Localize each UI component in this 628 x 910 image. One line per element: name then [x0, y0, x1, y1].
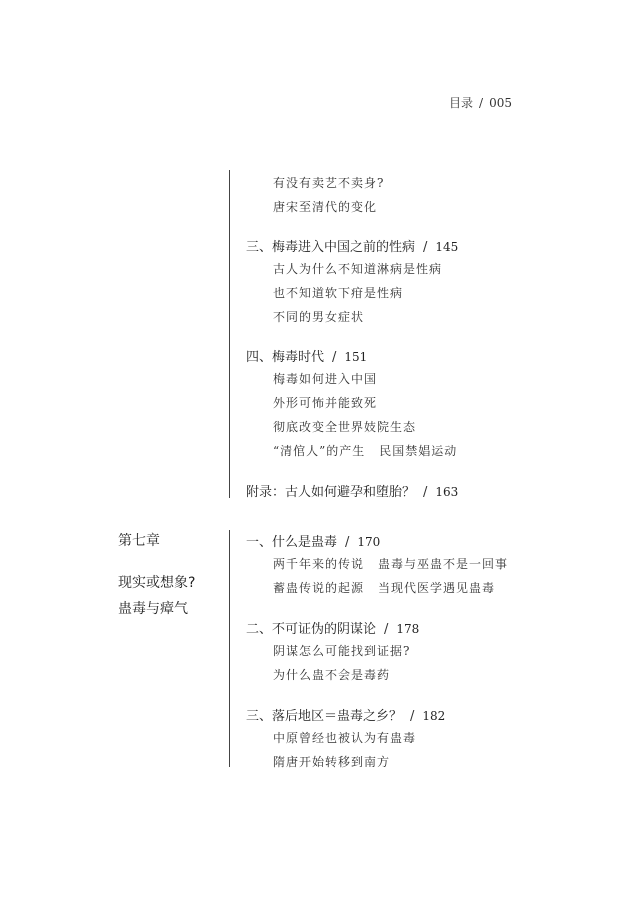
separator-slash: / [345, 535, 350, 550]
section-page: 145 [435, 240, 459, 254]
toc-subitem[interactable]: 彻底改变全世界妓院生态 [273, 420, 417, 434]
section-page: 182 [422, 709, 446, 723]
toc-subitem[interactable]: 古人为什么不知道淋病是性病 [273, 262, 443, 276]
section-title: 四、梅毒时代 [246, 350, 325, 365]
toc-subitem[interactable]: 为什么蛊不会是毒药 [273, 668, 391, 682]
section-title: 一、什么是蛊毒 [246, 535, 338, 550]
separator-slash: / [384, 622, 389, 637]
header-slash: / [479, 96, 484, 110]
toc-subitem[interactable]: “清倌人”的产生 [273, 444, 366, 458]
toc-section[interactable] [246, 705, 445, 724]
toc-subitem[interactable]: 当现代医学遇见蛊毒 [378, 581, 496, 595]
section-page: 178 [396, 622, 420, 636]
toc-subitem[interactable]: 两千年来的传说 [273, 557, 365, 571]
appendix-title: 附录：古人如何避孕和堕胎？ [246, 485, 416, 500]
toc-subitem[interactable]: 蛊毒与巫蛊不是一回事 [378, 557, 509, 571]
toc-divider-bottom [229, 530, 230, 767]
toc-subitem[interactable]: 不同的男女症状 [273, 310, 365, 324]
chapter-title-line1: 现实或想象? [118, 575, 196, 591]
appendix-page: 163 [435, 485, 459, 499]
separator-slash: / [423, 485, 428, 500]
toc-subitem-row [273, 579, 495, 596]
toc-subitem[interactable]: 唐宋至清代的变化 [273, 200, 378, 214]
toc-section[interactable] [246, 531, 380, 550]
chapter-title-line2: 蛊毒与瘴气 [118, 601, 188, 617]
toc-section[interactable] [246, 236, 458, 255]
toc-subitem[interactable]: 中原曾经也被认为有蛊毒 [273, 731, 417, 745]
toc-subitem-row [273, 442, 457, 459]
chapter-number: 第七章 [118, 533, 160, 549]
separator-slash: / [423, 240, 428, 255]
header-section: 目录 [449, 96, 474, 110]
toc-subitem[interactable]: 民国禁娼运动 [379, 444, 458, 458]
toc-subitem[interactable]: 也不知道软下疳是性病 [273, 286, 404, 300]
toc-subitem[interactable]: 有没有卖艺不卖身? [273, 176, 385, 190]
section-title: 二、不可证伪的阴谋论 [246, 622, 377, 637]
toc-section[interactable] [246, 346, 367, 365]
section-page: 170 [357, 535, 381, 549]
section-title: 三、落后地区＝蛊毒之乡？ [246, 709, 403, 724]
chapter-heading [118, 530, 195, 622]
toc-section[interactable] [246, 618, 419, 637]
section-page: 151 [344, 350, 368, 364]
toc-subitem-row [273, 555, 508, 572]
toc-subitem[interactable]: 阴谋怎么可能找到证据? [273, 644, 411, 658]
toc-subitem[interactable]: 蓄蛊传说的起源 [273, 581, 365, 595]
toc-appendix[interactable] [246, 481, 458, 500]
toc-subitem[interactable]: 外形可怖并能致死 [273, 396, 378, 410]
toc-subitem[interactable]: 隋唐开始转移到南方 [273, 755, 391, 769]
toc-divider-top [229, 170, 230, 498]
running-header [449, 94, 512, 111]
toc-subitem[interactable]: 梅毒如何进入中国 [273, 372, 378, 386]
section-title: 三、梅毒进入中国之前的性病 [246, 240, 416, 255]
separator-slash: / [332, 350, 337, 365]
separator-slash: / [410, 709, 415, 724]
header-page-number: 005 [489, 96, 512, 110]
